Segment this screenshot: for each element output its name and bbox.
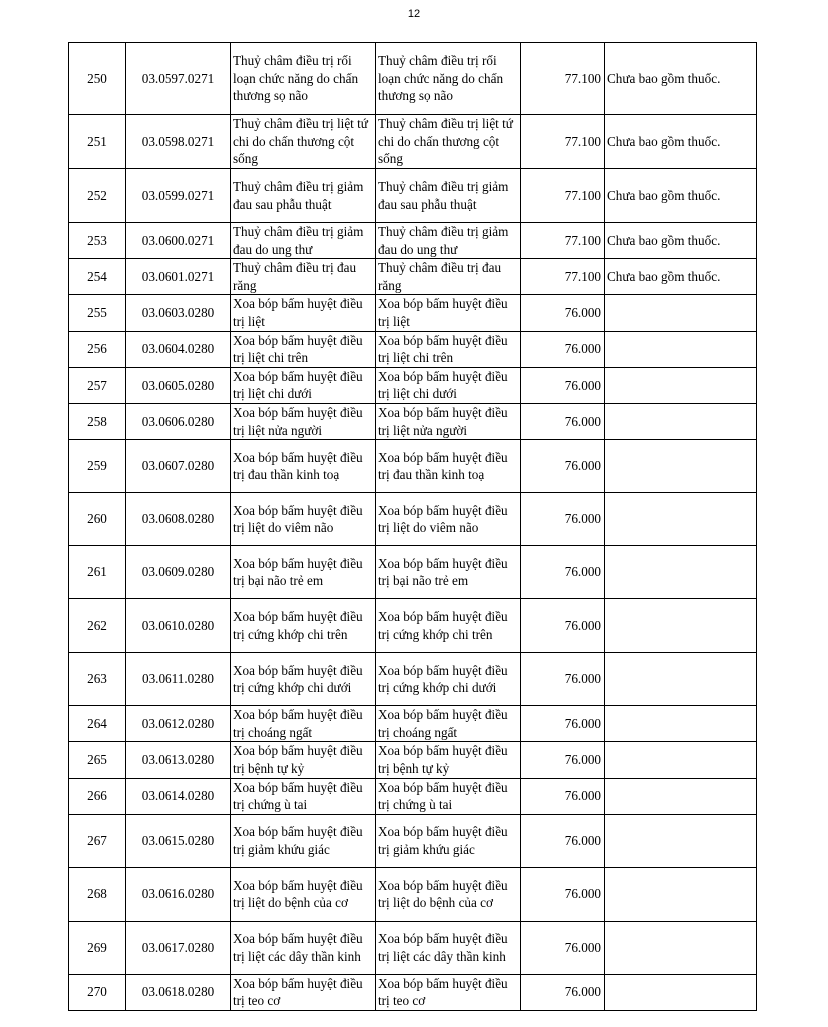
service-name-alt: Xoa bóp bấm huyệt điều trị teo cơ — [376, 974, 521, 1010]
table-row — [69, 546, 757, 599]
service-name-alt: Xoa bóp bấm huyệt điều trị choáng ngất — [376, 706, 521, 742]
table-row — [69, 115, 757, 169]
service-code: 03.0616.0280 — [126, 867, 231, 921]
table-row — [69, 974, 757, 1010]
row-number: 264 — [69, 706, 126, 742]
row-number: 268 — [69, 867, 126, 921]
table-body — [69, 43, 757, 1011]
service-note — [605, 546, 757, 599]
service-price: 76.000 — [521, 546, 605, 599]
service-code: 03.0604.0280 — [126, 331, 231, 367]
service-code: 03.0597.0271 — [126, 43, 231, 115]
service-code: 03.0617.0280 — [126, 921, 231, 974]
row-number: 266 — [69, 778, 126, 814]
service-name: Xoa bóp bấm huyệt điều trị liệt nửa người — [231, 403, 376, 439]
service-code: 03.0598.0271 — [126, 115, 231, 169]
service-note — [605, 814, 757, 867]
service-price: 77.100 — [521, 259, 605, 295]
service-note: Chưa bao gồm thuốc. — [605, 115, 757, 169]
service-price: 76.000 — [521, 440, 605, 493]
service-price: 77.100 — [521, 169, 605, 223]
service-name-alt: Xoa bóp bấm huyệt điều trị bệnh tự kỷ — [376, 742, 521, 778]
service-note — [605, 778, 757, 814]
service-code: 03.0611.0280 — [126, 653, 231, 706]
table-row — [69, 493, 757, 546]
row-number: 269 — [69, 921, 126, 974]
table-row — [69, 921, 757, 974]
service-code: 03.0608.0280 — [126, 493, 231, 546]
service-note — [605, 974, 757, 1010]
service-price: 77.100 — [521, 115, 605, 169]
service-note — [605, 440, 757, 493]
row-number: 256 — [69, 331, 126, 367]
service-note: Chưa bao gồm thuốc. — [605, 169, 757, 223]
table-row — [69, 814, 757, 867]
service-name: Xoa bóp bấm huyệt điều trị đau thần kinh toạ — [231, 440, 376, 493]
service-price: 76.000 — [521, 921, 605, 974]
service-name: Xoa bóp bấm huyệt điều trị liệt do bệnh của cơ — [231, 867, 376, 921]
service-note — [605, 867, 757, 921]
service-name-alt: Xoa bóp bấm huyệt điều trị đau thần kinh toạ — [376, 440, 521, 493]
price-table — [68, 42, 757, 1011]
row-number: 259 — [69, 440, 126, 493]
service-code: 03.0612.0280 — [126, 706, 231, 742]
service-code: 03.0599.0271 — [126, 169, 231, 223]
service-code: 03.0609.0280 — [126, 546, 231, 599]
service-price: 76.000 — [521, 599, 605, 653]
service-price: 76.000 — [521, 331, 605, 367]
service-code: 03.0603.0280 — [126, 295, 231, 331]
table-row — [69, 742, 757, 778]
service-name: Xoa bóp bấm huyệt điều trị choáng ngất — [231, 706, 376, 742]
service-price: 76.000 — [521, 653, 605, 706]
service-name-alt: Xoa bóp bấm huyệt điều trị liệt — [376, 295, 521, 331]
service-name: Xoa bóp bấm huyệt điều trị cứng khớp chi dưới — [231, 653, 376, 706]
service-code: 03.0613.0280 — [126, 742, 231, 778]
service-name-alt: Xoa bóp bấm huyệt điều trị bại não trẻ em — [376, 546, 521, 599]
service-name: Xoa bóp bấm huyệt điều trị cứng khớp chi trên — [231, 599, 376, 653]
service-price: 77.100 — [521, 223, 605, 259]
service-code: 03.0614.0280 — [126, 778, 231, 814]
row-number: 253 — [69, 223, 126, 259]
service-code: 03.0605.0280 — [126, 367, 231, 403]
service-name: Xoa bóp bấm huyệt điều trị liệt chi dưới — [231, 367, 376, 403]
service-note — [605, 706, 757, 742]
row-number: 250 — [69, 43, 126, 115]
service-code: 03.0615.0280 — [126, 814, 231, 867]
row-number: 263 — [69, 653, 126, 706]
service-code: 03.0600.0271 — [126, 223, 231, 259]
row-number: 261 — [69, 546, 126, 599]
row-number: 262 — [69, 599, 126, 653]
table-row — [69, 43, 757, 115]
service-name-alt: Xoa bóp bấm huyệt điều trị liệt chi trên — [376, 331, 521, 367]
table-row — [69, 778, 757, 814]
row-number: 257 — [69, 367, 126, 403]
service-note — [605, 742, 757, 778]
service-name-alt: Thuỷ châm điều trị liệt tứ chi do chấn thương cột sống — [376, 115, 521, 169]
service-note — [605, 921, 757, 974]
service-name-alt: Thuỷ châm điều trị giảm đau sau phẫu thuật — [376, 169, 521, 223]
row-number: 265 — [69, 742, 126, 778]
service-name: Xoa bóp bấm huyệt điều trị chứng ù tai — [231, 778, 376, 814]
service-name: Thuỷ châm điều trị giảm đau do ung thư — [231, 223, 376, 259]
service-note — [605, 295, 757, 331]
service-price: 76.000 — [521, 367, 605, 403]
table-row — [69, 259, 757, 295]
service-name-alt: Thuỷ châm điều trị đau răng — [376, 259, 521, 295]
service-price: 76.000 — [521, 295, 605, 331]
service-price: 76.000 — [521, 974, 605, 1010]
table-row — [69, 169, 757, 223]
service-note: Chưa bao gồm thuốc. — [605, 223, 757, 259]
service-name: Thuỷ châm điều trị đau răng — [231, 259, 376, 295]
table-row — [69, 295, 757, 331]
service-name-alt: Xoa bóp bấm huyệt điều trị cứng khớp chi trên — [376, 599, 521, 653]
table-row — [69, 867, 757, 921]
row-number: 255 — [69, 295, 126, 331]
service-name-alt: Xoa bóp bấm huyệt điều trị liệt các dây thần kinh — [376, 921, 521, 974]
service-name: Xoa bóp bấm huyệt điều trị teo cơ — [231, 974, 376, 1010]
service-price: 76.000 — [521, 742, 605, 778]
service-name-alt: Thuỷ châm điều trị giảm đau do ung thư — [376, 223, 521, 259]
service-name-alt: Xoa bóp bấm huyệt điều trị liệt do bệnh của cơ — [376, 867, 521, 921]
service-price: 77.100 — [521, 43, 605, 115]
service-note — [605, 403, 757, 439]
service-note: Chưa bao gồm thuốc. — [605, 259, 757, 295]
table-row — [69, 599, 757, 653]
row-number: 270 — [69, 974, 126, 1010]
service-name: Xoa bóp bấm huyệt điều trị giảm khứu giác — [231, 814, 376, 867]
page-number: 12 — [407, 8, 421, 20]
service-price: 76.000 — [521, 814, 605, 867]
table-row — [69, 403, 757, 439]
row-number: 252 — [69, 169, 126, 223]
row-number: 267 — [69, 814, 126, 867]
service-price: 76.000 — [521, 867, 605, 921]
table-row — [69, 331, 757, 367]
service-name: Thuỷ châm điều trị rối loạn chức năng do chấn thương sọ não — [231, 43, 376, 115]
service-name: Xoa bóp bấm huyệt điều trị liệt các dây thần kinh — [231, 921, 376, 974]
service-name: Xoa bóp bấm huyệt điều trị liệt — [231, 295, 376, 331]
table-row — [69, 223, 757, 259]
service-code: 03.0610.0280 — [126, 599, 231, 653]
service-name: Xoa bóp bấm huyệt điều trị liệt do viêm não — [231, 493, 376, 546]
service-name: Xoa bóp bấm huyệt điều trị liệt chi trên — [231, 331, 376, 367]
row-number: 251 — [69, 115, 126, 169]
service-code: 03.0601.0271 — [126, 259, 231, 295]
service-name: Thuỷ châm điều trị liệt tứ chi do chấn thương cột sống — [231, 115, 376, 169]
service-name-alt: Xoa bóp bấm huyệt điều trị cứng khớp chi dưới — [376, 653, 521, 706]
service-price: 76.000 — [521, 493, 605, 546]
service-name-alt: Xoa bóp bấm huyệt điều trị giảm khứu giác — [376, 814, 521, 867]
service-name-alt: Xoa bóp bấm huyệt điều trị chứng ù tai — [376, 778, 521, 814]
table-row — [69, 367, 757, 403]
service-note — [605, 493, 757, 546]
service-price: 76.000 — [521, 403, 605, 439]
service-name-alt: Xoa bóp bấm huyệt điều trị liệt chi dưới — [376, 367, 521, 403]
service-code: 03.0607.0280 — [126, 440, 231, 493]
service-note — [605, 653, 757, 706]
service-code: 03.0606.0280 — [126, 403, 231, 439]
service-name-alt: Thuỷ châm điều trị rối loạn chức năng do chấn thương sọ não — [376, 43, 521, 115]
row-number: 254 — [69, 259, 126, 295]
service-note — [605, 599, 757, 653]
service-name: Xoa bóp bấm huyệt điều trị bại não trẻ em — [231, 546, 376, 599]
service-note: Chưa bao gồm thuốc. — [605, 43, 757, 115]
service-code: 03.0618.0280 — [126, 974, 231, 1010]
table-row — [69, 653, 757, 706]
row-number: 258 — [69, 403, 126, 439]
service-name-alt: Xoa bóp bấm huyệt điều trị liệt nửa người — [376, 403, 521, 439]
service-price: 76.000 — [521, 778, 605, 814]
service-name: Xoa bóp bấm huyệt điều trị bệnh tự kỷ — [231, 742, 376, 778]
service-note — [605, 331, 757, 367]
table-row — [69, 440, 757, 493]
service-name: Thuỷ châm điều trị giảm đau sau phẫu thuật — [231, 169, 376, 223]
service-name-alt: Xoa bóp bấm huyệt điều trị liệt do viêm não — [376, 493, 521, 546]
table-row — [69, 706, 757, 742]
row-number: 260 — [69, 493, 126, 546]
service-note — [605, 367, 757, 403]
service-price: 76.000 — [521, 706, 605, 742]
